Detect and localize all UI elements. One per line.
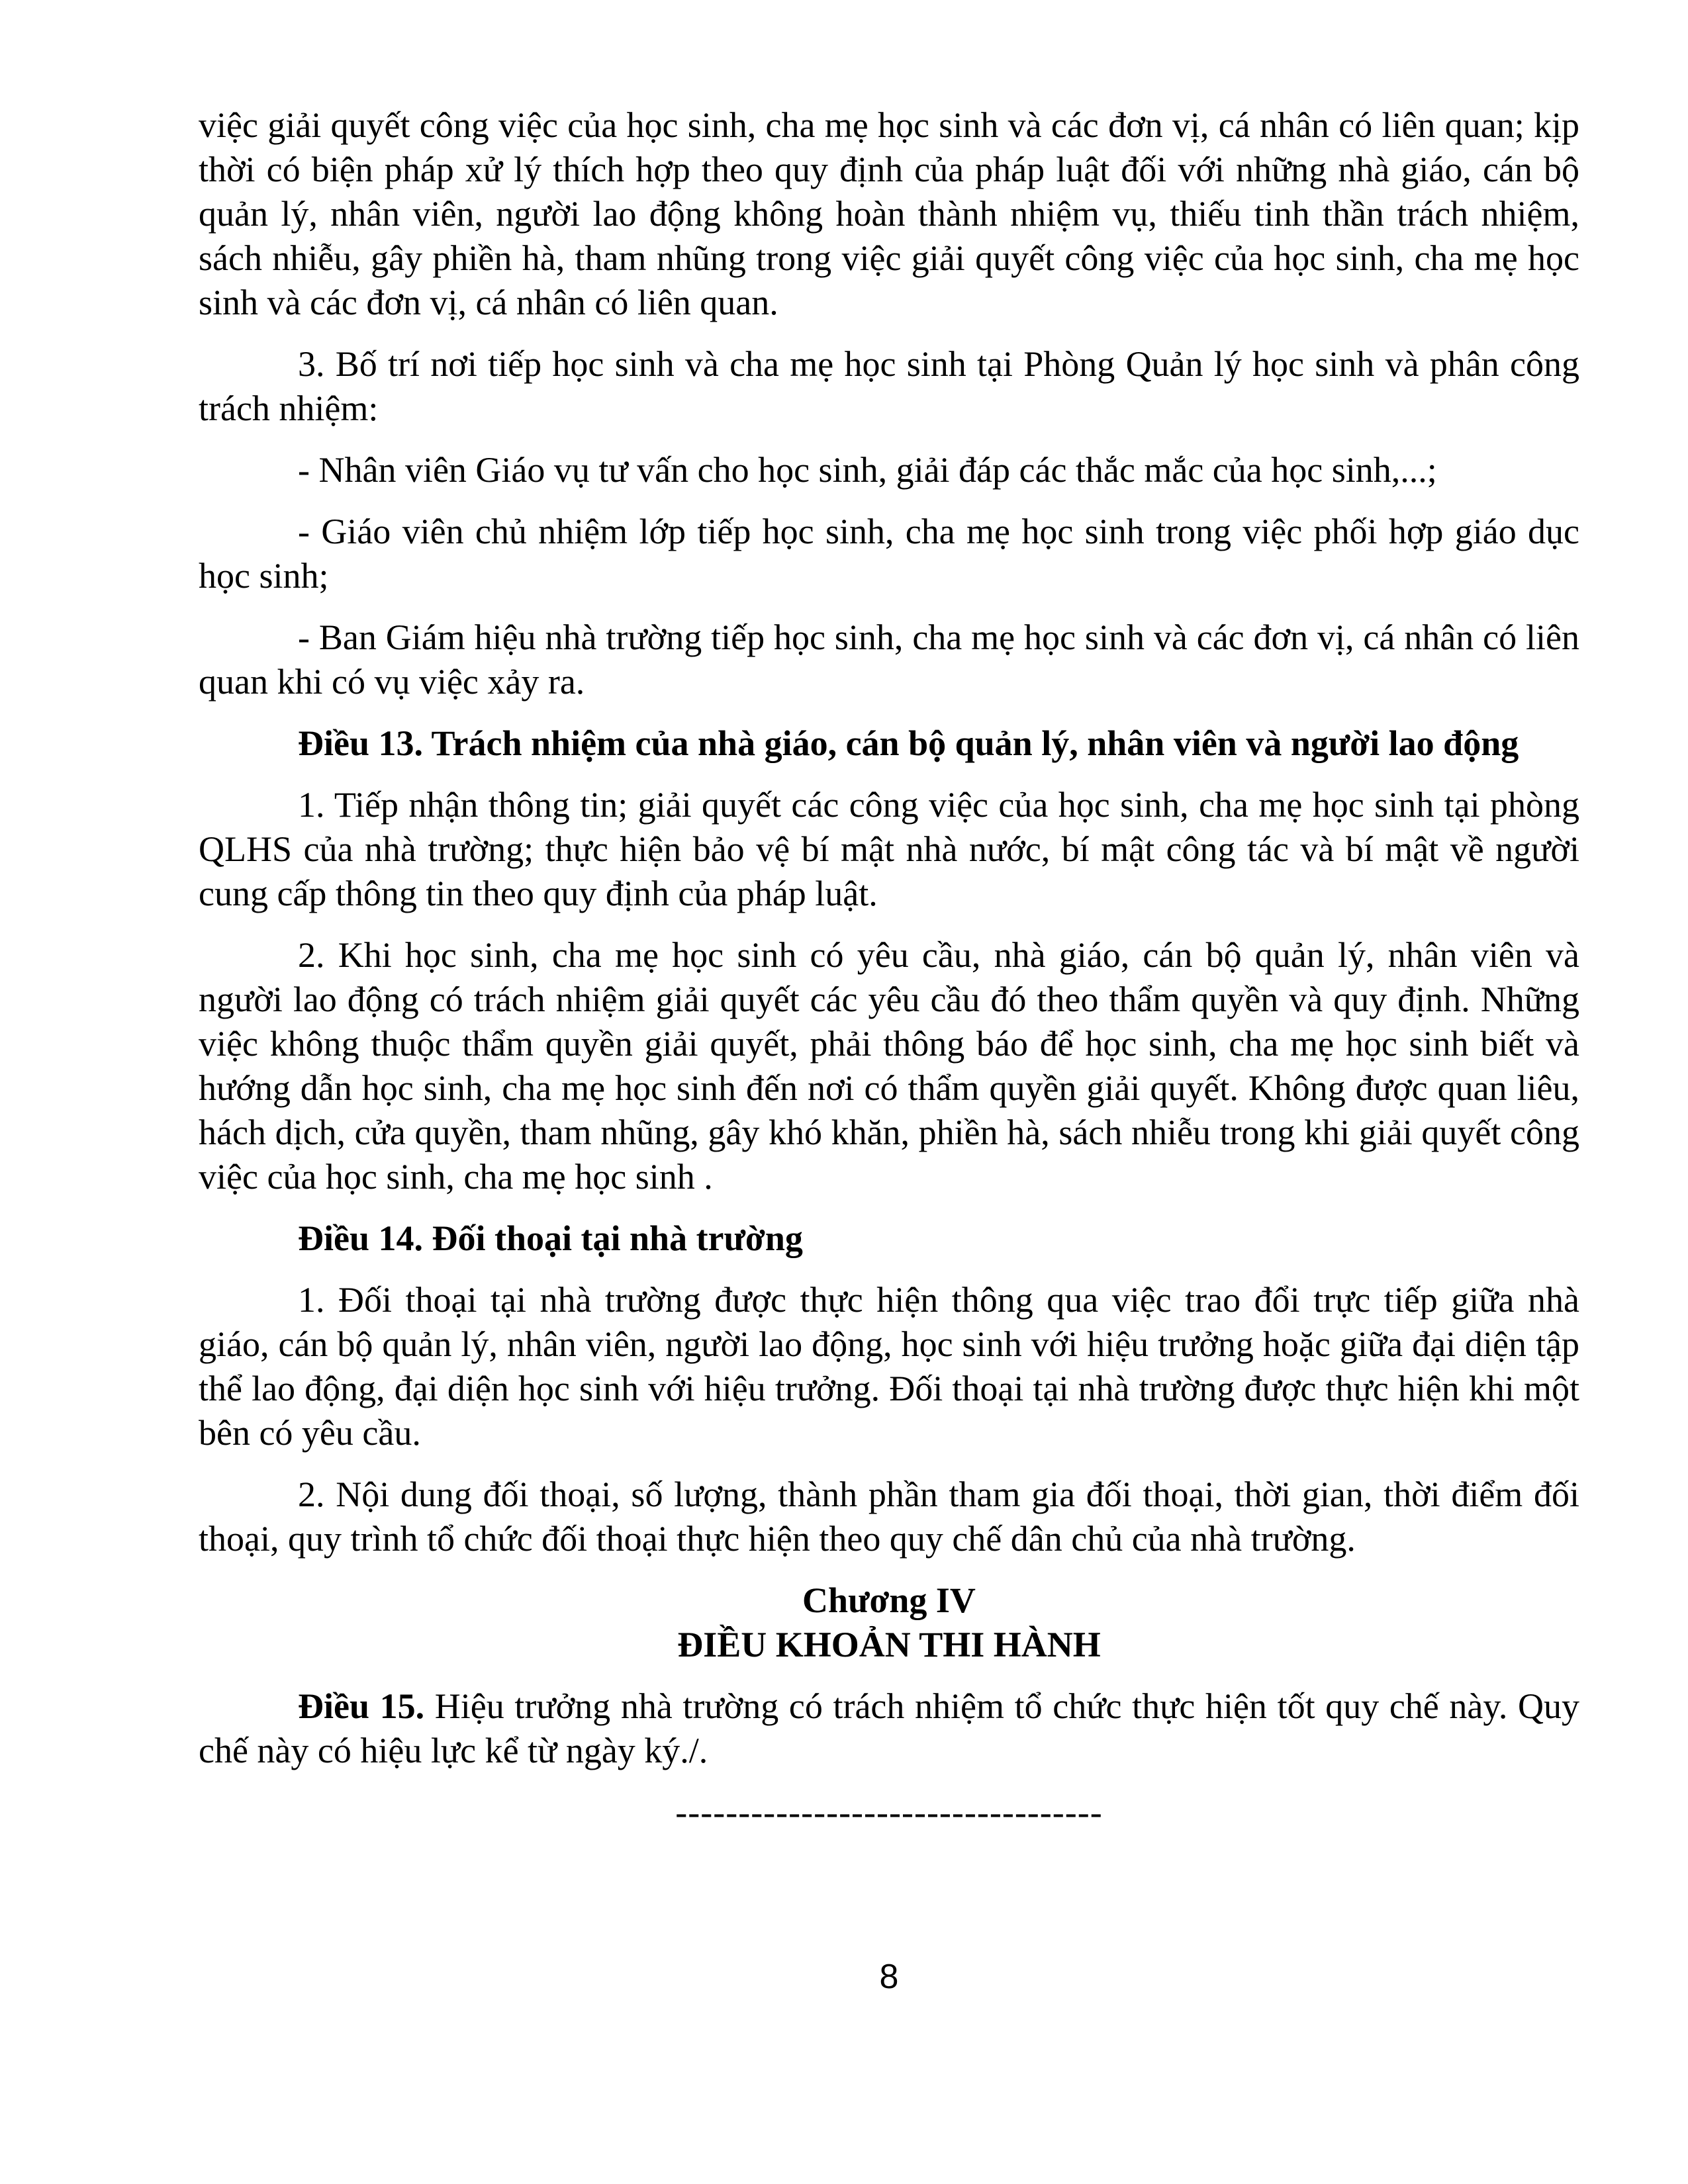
dieu-15-text: Hiệu trưởng nhà trường có trách nhiệm tổ chức thực hiện tốt quy chế này. Quy chế này có hiệu lực kể từ ngày ký./. [199,1686,1580,1770]
dieu-15-label: Điều 15. [298,1686,425,1726]
paragraph-item-3-bo-tri: 3. Bố trí nơi tiếp học sinh và cha mẹ học sinh tại Phòng Quản lý học sinh và phân công trách nhiệm: [199,344,1579,428]
paragraph-dieu13-item-1: 1. Tiếp nhận thông tin; giải quyết các công việc của học sinh, cha mẹ học sinh tại phòng QLHS của nhà trường; thực hiện bảo vệ bí mật nhà nước, bí mật công tác và bí mật về người cung cấp thông tin theo quy định của pháp luật. [199,785,1579,913]
heading-dieu-14: Điều 14. Đối thoại tại nhà trường [298,1218,803,1258]
paragraph-dieu13-item-2: 2. Khi học sinh, cha mẹ học sinh có yêu cầu, nhà giáo, cán bộ quản lý, nhân viên và người lao động có trách nhiệm giải quyết các yêu cầu đó theo thẩm quyền và quy định. Những việc không thuộc thẩm quyền giải quyết, phải thông báo để học sinh, cha mẹ học sinh biết và hướng dẫn học sinh, cha mẹ học sinh đến nơi có thẩm quyền giải quyết. Không được quan liêu, hách dịch, cửa quyền, tham nhũng, gây khó khăn, phiền hà, sách nhiễu trong khi giải quyết công việc của học sinh, cha mẹ học sinh . [199,935,1579,1197]
list-item-nhan-vien-giao-vu: - Nhân viên Giáo vụ tư vấn cho học sinh, giải đáp các thắc mắc của học sinh,...; [298,450,1437,490]
list-item-giao-vien-chu-nhiem: - Giáo viên chủ nhiệm lớp tiếp học sinh, cha mẹ học sinh trong việc phối hợp giáo dục học sinh; [199,512,1579,596]
paragraph-dieu14-item-2: 2. Nội dung đối thoại, số lượng, thành phần tham gia đối thoại, thời gian, thời điểm đối thoại, quy trình tổ chức đối thoại thực hiện theo quy chế dân chủ của nhà trường. [199,1475,1579,1559]
page-number: 8 [879,1958,899,1996]
dashed-separator: ---------------------------------- [675,1792,1103,1832]
chapter-title: ĐIỀU KHOẢN THI HÀNH [677,1625,1101,1664]
paragraph-continuation: việc giải quyết công việc của học sinh, cha mẹ học sinh và các đơn vị, cá nhân có liên quan; kịp thời có biện pháp xử lý thích hợp theo quy định của pháp luật đối với những nhà giáo, cán bộ quản lý, nhân viên, người lao động không hoàn thành nhiệm vụ, thiếu tinh thần trách nhiệm, sách nhiễu, gây phiền hà, tham nhũng trong việc giải quyết công việc của học sinh, cha mẹ học sinh và các đơn vị, cá nhân có liên quan. [199,105,1579,322]
paragraph-dieu-15 [199,1684,1579,1773]
chapter-number: Chương IV [802,1580,976,1620]
document-body [199,103,1579,1997]
heading-dieu-13: Điều 13. Trách nhiệm của nhà giáo, cán bộ quản lý, nhân viên và người lao động [298,723,1519,763]
chapter-heading [199,1578,1579,1667]
paragraph-dieu14-item-1: 1. Đối thoại tại nhà trường được thực hiện thông qua việc trao đổi trực tiếp giữa nhà giáo, cán bộ quản lý, nhân viên, người lao động, học sinh với hiệu trưởng hoặc giữa đại diện tập thể lao động, đại diện học sinh với hiệu trưởng. Đối thoại tại nhà trường được thực hiện khi một bên có yêu cầu. [199,1280,1579,1453]
list-item-ban-giam-hieu: - Ban Giám hiệu nhà trường tiếp học sinh, cha mẹ học sinh và các đơn vị, cá nhân có liên quan khi có vụ việc xảy ra. [199,617,1579,702]
